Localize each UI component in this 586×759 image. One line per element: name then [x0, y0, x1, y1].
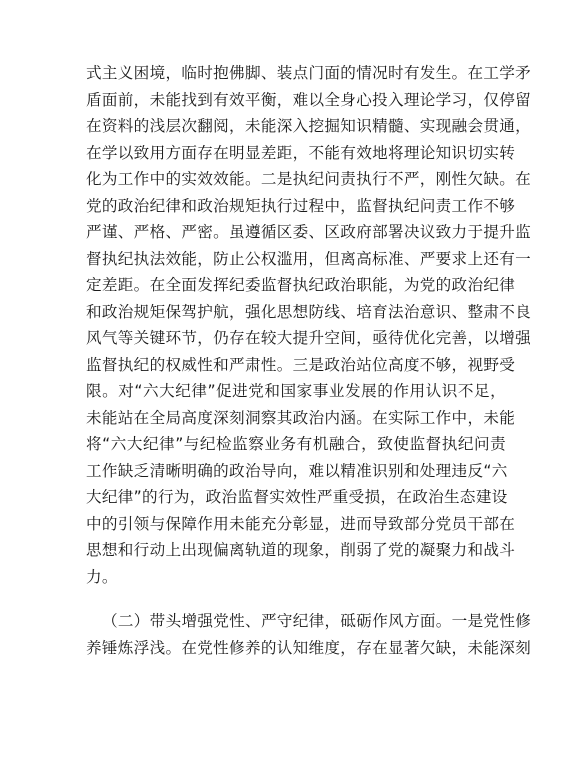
text-line: 严谨、严格、严密。虽遵循区委、区政府部署决议致力于提升监: [86, 223, 532, 241]
text-line: 力。: [86, 567, 118, 586]
text-line: 在资料的浅层次翻阅，未能深入挖掘知识精髓、实现融会贯通，: [86, 117, 532, 135]
paragraph-gap: [86, 590, 506, 608]
section-heading-line: （二）带头增强党性、严守纪律，砥砺作风方面。一是党性修: [102, 612, 532, 630]
text-line: 党的政治纪律和政治规矩执行过程中，监督执纪问责工作不够: [86, 196, 516, 215]
text-line: 在学以致用方面存在明显差距，不能有效地将理论知识切实转: [86, 143, 516, 162]
text-line: 思想和行动上出现偏离轨道的现象，削弱了党的凝聚力和战斗: [86, 541, 516, 559]
text-line: 和政治规矩保驾护航，强化思想防线、培育法治意识、整肃不良: [86, 302, 532, 321]
text-line: 将“六大纪律”与纪检监察业务有机融合，致使监督执纪问责: [86, 435, 506, 453]
text-line: 限。对“六大纪律”促进党和国家事业发展的作用认识不足，: [86, 382, 506, 400]
text-line: 盾面前，未能找到有效平衡，难以全身心投入理论学习，仅停留: [86, 90, 532, 109]
text-line: 督执纪执法效能，防止公权滥用，但离高标准、严要求上还有一: [86, 249, 532, 268]
text-line: 风气等关键环节，仍存在较大提升空间，亟待优化完善，以增强: [86, 329, 532, 347]
document-body: [86, 60, 532, 661]
text-line: 式主义困境，临时抱佛脚、装点门面的情况时有发生。在工学矛: [86, 64, 532, 82]
text-line: 监督执纪的权威性和严肃性。三是政治站位高度不够，视野受: [86, 355, 516, 374]
text-line: 化为工作中的实效效能。二是执纪问责执行不严，刚性欠缺。在: [86, 170, 532, 188]
text-line: 大纪律”的行为，政治监督实效性严重受损，在政治生态建设: [86, 488, 508, 506]
text-line: 定差距。在全面发挥纪委监督执纪政治职能，为党的政治纪律: [86, 276, 516, 294]
text-line: 中的引领与保障作用未能充分彰显，进而导致部分党员干部在: [86, 514, 516, 533]
text-line: 未能站在全局高度深刻洞察其政治内涵。在实际工作中，未能: [86, 408, 516, 427]
text-line: 养锤炼浮浅。在党性修养的认知维度，存在显著欠缺，未能深刻: [86, 638, 532, 657]
text-line: 工作缺乏清晰明确的政治导向，难以精准识别和处理违反“六: [86, 461, 508, 480]
